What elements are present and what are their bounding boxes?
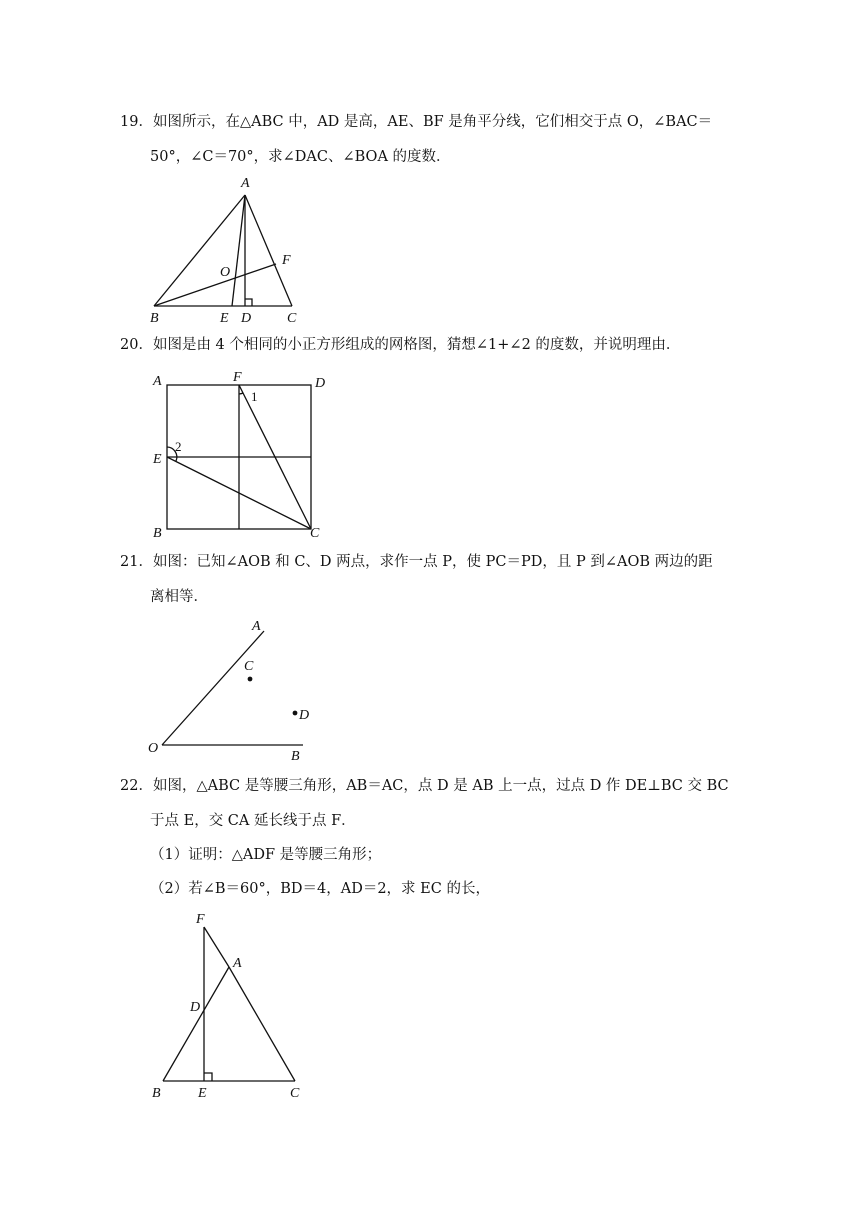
- q21-label-B: B: [291, 749, 300, 764]
- q19-label-F: F: [282, 253, 291, 268]
- q22-label-D: D: [190, 1000, 201, 1015]
- q19-label-O: O: [220, 265, 231, 280]
- q21-label-O: O: [148, 741, 159, 756]
- q19-text-line1: 19．如图所示，在△ABC 中，AD 是高，AE、BF 是角平分线，它们相交于点 O，∠BAC＝: [120, 114, 713, 130]
- q21-label-D: D: [299, 708, 310, 723]
- q20-label-F: F: [233, 370, 242, 385]
- q20-label-E: E: [153, 452, 162, 467]
- q19-label-D: D: [241, 311, 252, 326]
- q20-label-B: B: [153, 526, 162, 541]
- q19-label-C: C: [287, 311, 297, 326]
- q22-text-line1: 22．如图，△ABC 是等腰三角形，AB＝AC，点 D 是 AB 上一点，过点 D 作 DE⊥BC 交 BC: [120, 778, 729, 794]
- q22-label-A: A: [233, 956, 242, 971]
- q22-label-B: B: [152, 1086, 161, 1101]
- q19-text-line2: 50°，∠C＝70°，求∠DAC、∠BOA 的度数．: [150, 149, 451, 165]
- q19-label-E: E: [220, 311, 229, 326]
- q22-label-C: C: [290, 1086, 300, 1101]
- q22-part2: （2）若∠B＝60°，BD＝4，AD＝2，求 EC 的长，: [150, 881, 490, 897]
- q22-label-F: F: [196, 912, 205, 927]
- q19-label-B: B: [150, 311, 159, 326]
- q21-label-A: A: [252, 619, 261, 634]
- q21-text-line2: 离相等．: [150, 589, 208, 605]
- q19-figure: [140, 172, 310, 332]
- q21-label-C: C: [244, 659, 254, 674]
- q20-label-C: C: [310, 526, 320, 541]
- q22-label-E: E: [198, 1086, 207, 1101]
- q22-part1: （1）证明：△ADF 是等腰三角形；: [150, 847, 382, 863]
- q20-angle-label-2: 2: [175, 439, 182, 454]
- q19-label-A: A: [241, 176, 250, 191]
- q20-text-line1: 20．如图是由 4 个相同的小正方形组成的网格图，猜想∠1+∠2 的度数，并说明理由．: [120, 337, 681, 353]
- q21-figure: [140, 612, 320, 762]
- q20-angle-label-1: 1: [251, 389, 258, 404]
- q21-text-line1: 21．如图：已知∠AOB 和 C、D 两点，求作一点 P，使 PC＝PD，且 P 到∠AOB 两边的距: [120, 554, 713, 570]
- q22-text-line2: 于点 E，交 CA 延长线于点 F．: [150, 813, 356, 829]
- q22-figure: [140, 905, 320, 1105]
- q20-label-D: D: [315, 376, 326, 391]
- q20-figure: [145, 365, 340, 545]
- q20-label-A: A: [153, 374, 162, 389]
